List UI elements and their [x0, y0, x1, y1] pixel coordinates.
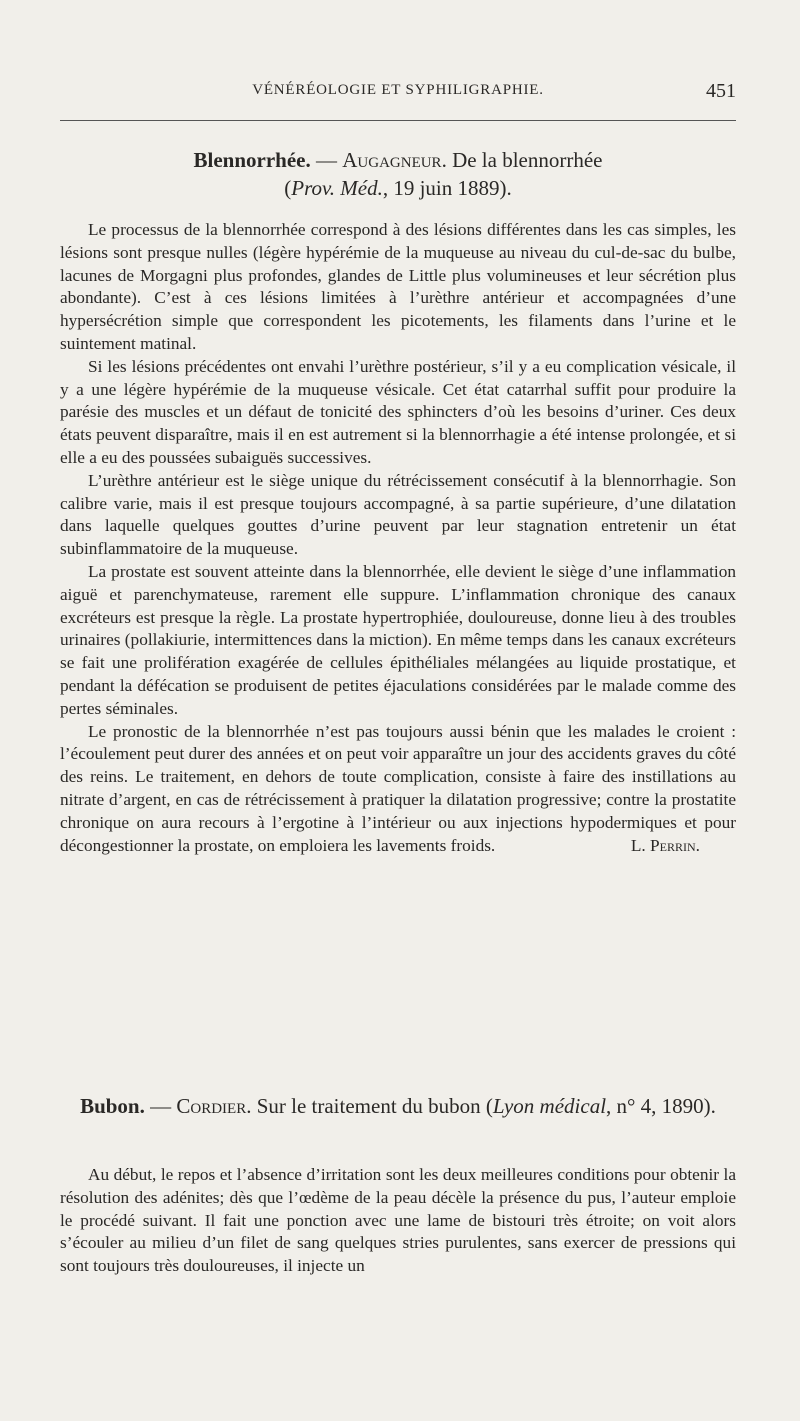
article-title: Sur le traitement du bubon [251, 1094, 481, 1118]
paragraph [60, 721, 736, 858]
header-rule [60, 120, 736, 121]
paragraph: Au début, le repos et l’absence d’irritation sont les deux meilleures conditions pour obtenir la résolution des adénites; dès que l’œdème de la peau décèle la présence du pus, l’auteur emploie le procédé suivant. Il fait une ponction avec une lame de bistouri très étroite; on voit alors s’écouler au milieu d’un filet de sang quelques stries purulentes, sans exercer de pressions qui sont toujours très douloureuses, il injecte un [60, 1165, 736, 1276]
source-journal: Prov. Méd. [291, 176, 383, 200]
source-open: ( [284, 176, 292, 200]
heading-dash: — [310, 148, 343, 172]
article-body-bubon [60, 1164, 736, 1278]
article-keyword: Bubon. [80, 1094, 145, 1118]
paragraph: La prostate est souvent atteinte dans la blennorrhée, elle devient le siège d’une inflammation aiguë et parenchymateuse, rarement elle suppure. L’inflammation chronique des canaux excréteurs est presque la règle. La prostate hypertrophiée, douloureuse, donne lieu à des troubles urinaires (pollakiurie, intermittences dans la miction). En même temps dans les canaux excréteurs se fait une prolifération exagérée de cellules épithéliales mélangées au liquide prostatique, et pendant la défécation se produisent de petites éjaculations considérées par le malade comme des pertes séminales. [60, 561, 736, 718]
source-date: , 19 juin 1889). [382, 176, 512, 200]
paragraph: Le processus de la blennorrhée correspond à des lésions différentes dans les cas simples, les lésions sont presque nulles (légère hypérémie de la muqueuse au niveau du cul-de-sac du bulbe, lacunes de Morgagni plus profondes, glandes de Little plus volumineuses et leur sécrétion plus abondante). C’est à ces lésions limitées à l’urèthre antérieur et accompagnées d’une hypersécrétion simple que correspondent les picotements, les filaments dans l’urine et le suintement matinal. [60, 220, 736, 353]
source-date: , n° 4, 1890). [606, 1094, 716, 1118]
article-body-blennorrhee [60, 219, 736, 857]
article-heading-blennorrhee [60, 146, 736, 202]
article-heading-bubon [60, 1092, 736, 1120]
running-head [60, 80, 736, 104]
running-title: VÉNÉRÉOLOGIE ET SYPHILIGRAPHIE. [252, 82, 544, 98]
heading-dash: — [144, 1094, 177, 1118]
article-keyword: Blennorrhée. [193, 148, 311, 172]
article-title: De la blennorrhée [446, 148, 603, 172]
source-open: ( [485, 1094, 493, 1118]
author-signature: L. Perrin. [630, 835, 700, 855]
paragraph: Si les lésions précédentes ont envahi l’urèthre postérieur, s’il y a eu complication vésicale, il y a une légère hypérémie de la muqueuse vésicale. Cet état catarrhal suffit pour produire la parésie des muscles et un défaut de tonicité des sphincters d’où les besoins d’uriner. Ces deux états peuvent disparaître, mais il en est autrement si la blennorrhagie a été intense prolongée, et si elle a eu des poussées subaiguës successives. [60, 356, 736, 467]
article-author: Augagneur. [342, 148, 447, 172]
paragraph-text: Le pronostic de la blennorrhée n’est pas toujours aussi bénin que les malades le croient : l’écoulement peut durer des années et on peut voir apparaître un jour des accidents graves du côté des reins. Le traitement, en dehors de toute complication, consiste à faire des instillations au nitrate d’argent, en cas de rétrécissement à pratiquer la dilatation progressive; contre la prostatite chronique on aura recours à l’ergotine à l’intérieur ou aux injections hypodermiques et pour décongestionner la prostate, on emploiera les lavements froids. [60, 721, 736, 855]
paragraph: L’urèthre antérieur est le siège unique du rétrécissement consécutif à la blennorrhagie. Son calibre varie, mais il est presque toujours accompagné, à sa partie supérieure, d’une dilatation dans laquelle quelques gouttes d’urine peuvent par leur stagnation entretenir un état subinflammatoire de la muqueuse. [60, 470, 736, 559]
page-number: 451 [706, 80, 736, 102]
article-author: Cordier. [176, 1094, 252, 1118]
source-journal: Lyon médical [492, 1094, 607, 1118]
